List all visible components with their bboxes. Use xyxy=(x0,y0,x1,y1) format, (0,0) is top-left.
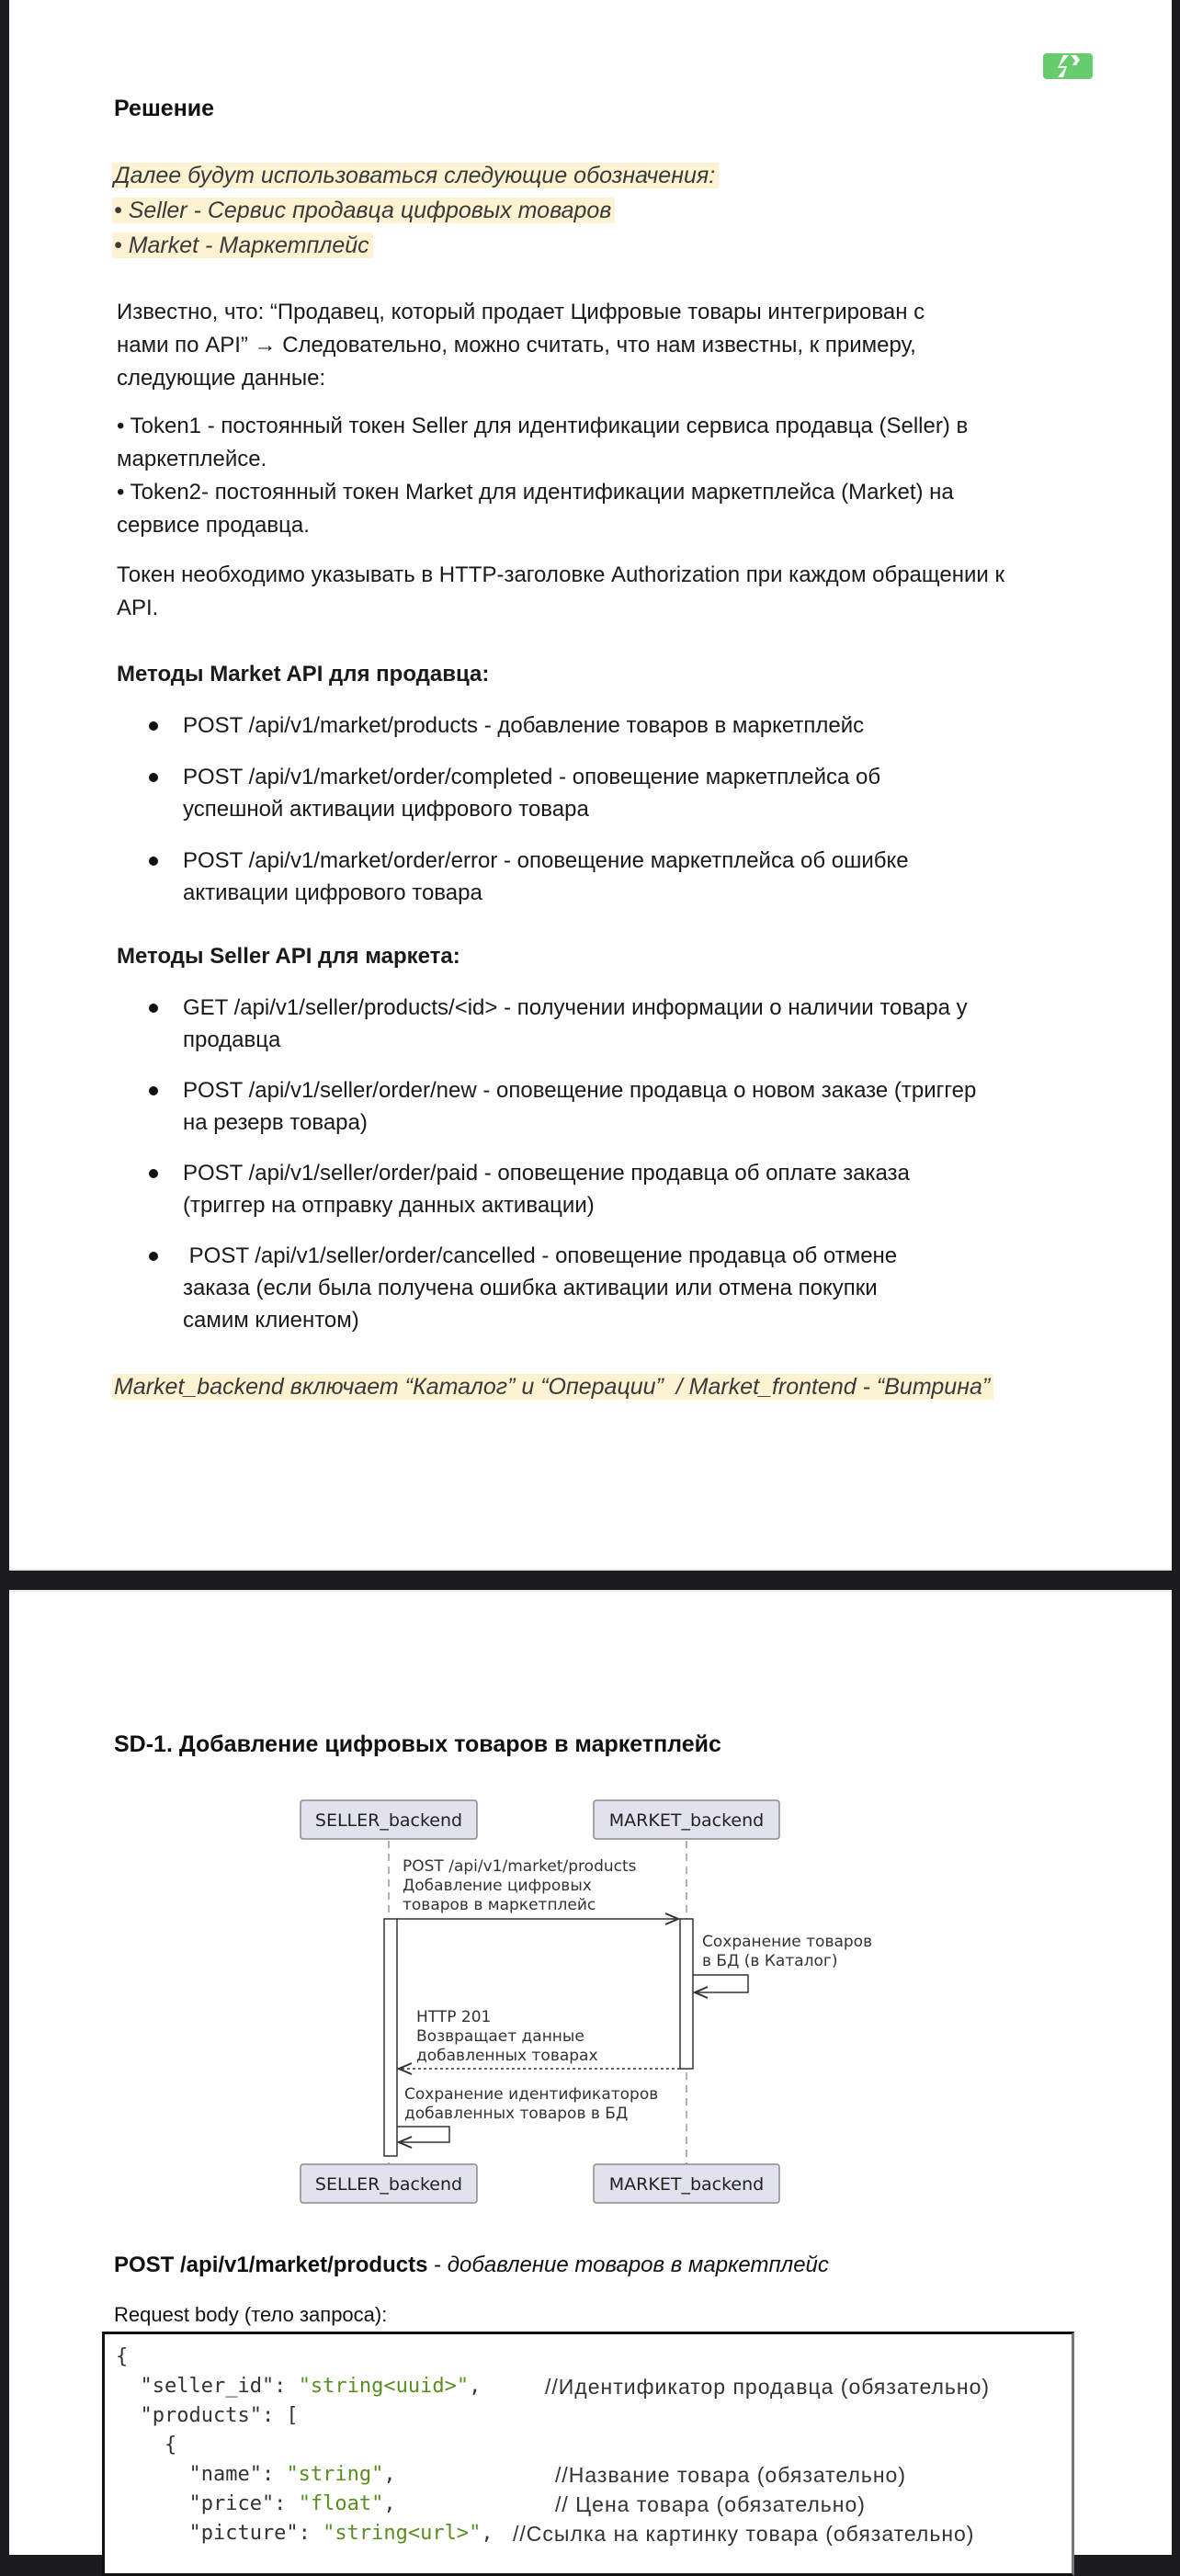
code-punct: , xyxy=(469,2375,482,2398)
notation-note-heading: Далее будут использоваться следующие обозначения: xyxy=(112,163,719,188)
message-label: Сохранение товаров xyxy=(702,1933,873,1951)
auth-line: API. xyxy=(117,596,159,620)
method-text: заказа (если была получена ошибка активации или отмена покупки xyxy=(183,1276,878,1300)
method-text: POST /api/v1/market/order/error - оповещение маркетплейса об ошибке xyxy=(183,848,909,873)
message-label: Возвращает данные xyxy=(416,2027,584,2046)
message-label: HTTP 201 xyxy=(416,2008,492,2026)
code-line xyxy=(116,2522,494,2545)
activation-bar-seller xyxy=(384,1919,397,2156)
code-comment: //Идентификатор продавца (обязательно) xyxy=(545,2375,991,2399)
method-text: GET /api/v1/seller/products/<id> - получении информации о наличии товара у xyxy=(183,995,968,1020)
code-string: "string" xyxy=(286,2463,384,2486)
code-string: "string<url>" xyxy=(323,2522,482,2545)
participant-market-top xyxy=(594,1800,779,1839)
participant-label: MARKET_backend xyxy=(608,1810,765,1831)
participant-label: MARKET_backend xyxy=(608,2174,765,2195)
auth-line: Токен необходимо указывать в HTTP-заголовке Authorization при каждом обращении к xyxy=(117,562,1004,587)
sd-title: SD-1. Добавление цифровых товаров в маркетплейс xyxy=(114,1731,721,1757)
intro-line: Известно, что: “Продавец, который продает Цифровые товары интегрирован с xyxy=(117,300,925,324)
method-text: активации цифрового товара xyxy=(183,880,482,905)
participant-seller-bottom xyxy=(301,2164,477,2203)
endpoint-path: POST /api/v1/market/products xyxy=(114,2253,428,2277)
request-body-code xyxy=(102,2332,1074,2576)
method-text: на резерв товара) xyxy=(183,1110,368,1135)
code-comment: // Цена товара (обязательно) xyxy=(555,2492,866,2516)
code-key: "seller_id": xyxy=(116,2375,299,2398)
message-label: добавленных товарах xyxy=(416,2047,598,2065)
token-line: маркетплейсе. xyxy=(117,447,267,471)
method-text: POST /api/v1/seller/order/new - оповещение продавца о новом заказе (триггер xyxy=(183,1078,977,1103)
method-text: самим клиентом) xyxy=(183,1308,359,1333)
code-punct: , xyxy=(383,2463,396,2486)
code-key: "picture": xyxy=(116,2522,323,2545)
code-line xyxy=(116,2434,176,2457)
code-string: "float" xyxy=(298,2492,384,2515)
code-token: { xyxy=(116,2345,129,2368)
activation-bar-market xyxy=(680,1919,693,2069)
endpoint-description: добавление товаров в маркетплейс xyxy=(447,2253,829,2277)
participant-label: SELLER_backend xyxy=(314,1810,463,1831)
message-label: Сохранение идентификаторов xyxy=(404,2085,659,2104)
method-text: (триггер на отправку данных активации) xyxy=(183,1193,595,1218)
message-label: товаров в маркетплейс xyxy=(403,1896,596,1914)
code-line xyxy=(116,2463,396,2486)
method-text: POST /api/v1/market/products - добавление товаров в маркетплейс xyxy=(183,713,865,738)
intro-line: следующие данные: xyxy=(117,366,326,391)
method-text: POST /api/v1/seller/order/paid - оповещение продавца об оплате заказа xyxy=(183,1161,910,1186)
participant-label: SELLER_backend xyxy=(314,2174,463,2195)
endpoint-heading xyxy=(114,2253,829,2278)
message-label: в БД (в Каталог) xyxy=(702,1952,838,1970)
message-label: Добавление цифровых xyxy=(403,1877,592,1895)
token-line: сервисе продавца. xyxy=(117,513,310,538)
footer-note: Market_backend включает “Каталог” и “Операции” / Market_frontend - “Витрина” xyxy=(112,1374,993,1400)
token-line: • Token2- постоянный токен Market для идентификации маркетплейса (Market) на xyxy=(117,480,954,505)
code-punct: , xyxy=(383,2492,396,2515)
code-line xyxy=(116,2375,481,2398)
code-key: "name": xyxy=(116,2463,287,2486)
code-token: { xyxy=(116,2434,177,2457)
method-text: POST /api/v1/market/order/completed - оповещение маркетплейса об xyxy=(183,765,881,789)
code-line xyxy=(116,2492,396,2515)
message-label: добавленных товаров в БД xyxy=(404,2105,629,2123)
notation-note-seller: • Seller - Сервис продавца цифровых товаров xyxy=(112,198,615,223)
request-body-label: Request body (тело запроса): xyxy=(114,2303,388,2326)
intro-line: нами по API” → Следовательно, можно считать, что нам известны, к примеру, xyxy=(117,333,916,357)
code-punct: , xyxy=(481,2522,494,2545)
method-text: успешной активации цифрового товара xyxy=(183,797,589,822)
method-text: продавца xyxy=(183,1027,281,1052)
method-text: POST /api/v1/seller/order/cancelled - оповещение продавца об отмене xyxy=(183,1243,898,1268)
code-comment: //Название товара (обязательно) xyxy=(555,2463,907,2487)
participant-market-bottom xyxy=(594,2164,779,2203)
participant-seller-top xyxy=(301,1800,477,1839)
token-line: • Token1 - постоянный токен Seller для идентификации сервиса продавца (Seller) в xyxy=(117,414,969,438)
message-label: POST /api/v1/market/products xyxy=(403,1857,637,1876)
page-title: Решение xyxy=(114,96,215,121)
seller-api-heading: Методы Seller API для маркета: xyxy=(117,944,460,969)
code-line xyxy=(116,2345,128,2368)
market-api-heading: Методы Market API для продавца: xyxy=(117,662,490,687)
code-key: "price": xyxy=(116,2492,299,2515)
code-line xyxy=(116,2404,299,2427)
notation-note-market: • Market - Маркетплейс xyxy=(112,233,373,258)
code-comment: //Ссылка на картинку товара (обязательно) xyxy=(513,2522,975,2546)
code-string: "string<uuid>" xyxy=(298,2375,470,2398)
endpoint-separator: - xyxy=(427,2253,448,2277)
code-key: "products": [ xyxy=(116,2404,299,2427)
